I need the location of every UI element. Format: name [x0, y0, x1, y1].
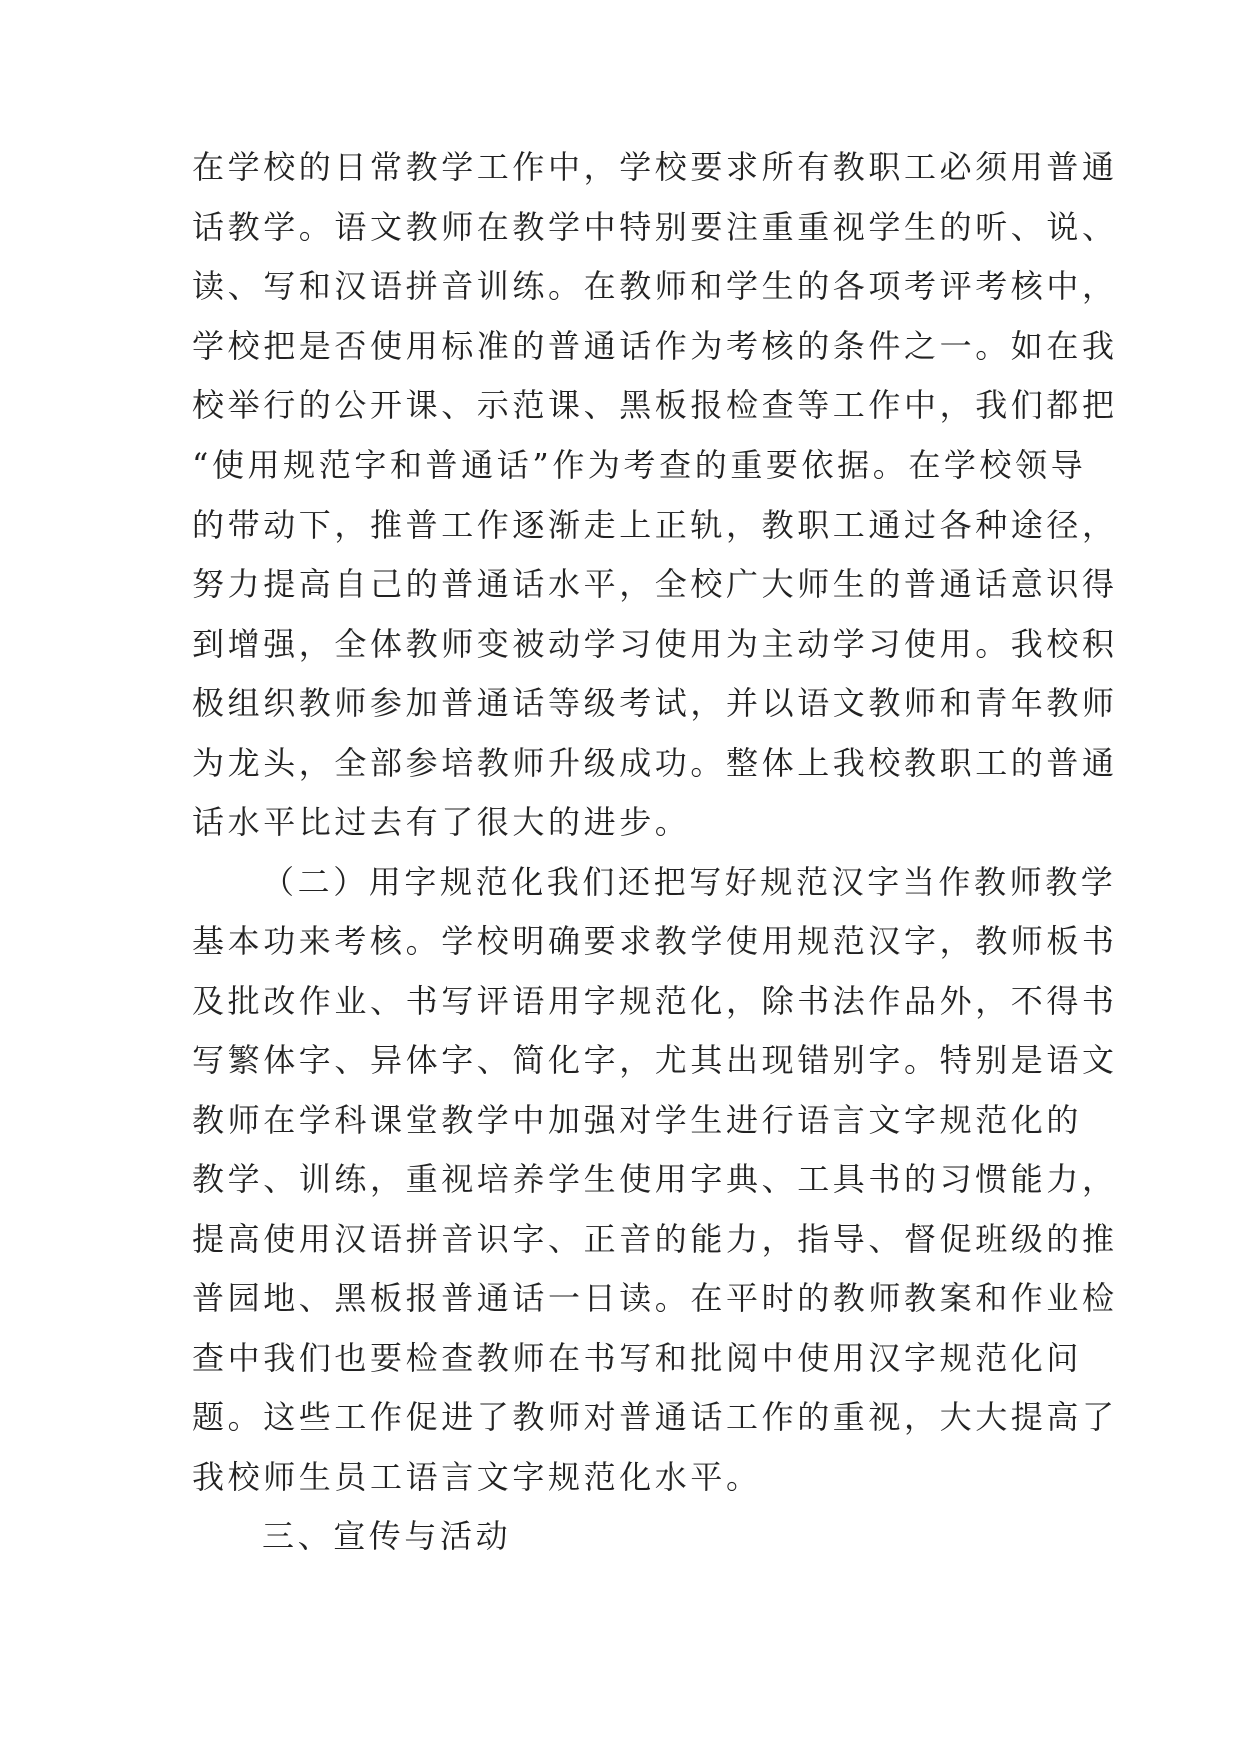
body-text-line: 基本功来考核。学校明确要求教学使用规范汉字，教师板书: [192, 922, 1118, 960]
body-text-line: 到增强，全体教师变被动学习使用为主动学习使用。我校积: [192, 625, 1118, 663]
body-text-line: 极组织教师参加普通话等级考试，并以语文教师和青年教师: [192, 684, 1118, 722]
body-text-line: 读、写和汉语拼音训练。在教师和学生的各项考评考核中，: [192, 267, 1118, 305]
body-text-line: 及批改作业、书写评语用字规范化，除书法作品外，不得书: [192, 982, 1118, 1020]
body-text-line: 话教学。语文教师在教学中特别要注重重视学生的听、说、: [192, 208, 1118, 246]
body-text-line: 查中我们也要检查教师在书写和批阅中使用汉字规范化问: [192, 1339, 1083, 1377]
body-text-line: 校举行的公开课、示范课、黑板报检查等工作中，我们都把: [192, 386, 1118, 424]
body-text-line: 努力提高自己的普通话水平，全校广大师生的普通话意识得: [192, 565, 1118, 603]
body-text-line: 我校师生员工语言文字规范化水平。: [192, 1458, 762, 1496]
body-text-line: 话水平比过去有了很大的进步。: [192, 803, 691, 841]
body-text-line: 写繁体字、异体字、简化字，尤其出现错别字。特别是语文: [192, 1041, 1118, 1079]
body-text-line: 题。这些工作促进了教师对普通话工作的重视，大大提高了: [192, 1398, 1118, 1436]
section-heading: 三、宣传与活动: [262, 1517, 512, 1555]
body-text-line: 在学校的日常教学工作中，学校要求所有教职工必须用普通: [192, 148, 1118, 186]
body-text-line: 提高使用汉语拼音识字、正音的能力，指导、督促班级的推: [192, 1220, 1118, 1258]
body-text-line: 教学、训练，重视培养学生使用字典、工具书的习惯能力，: [192, 1160, 1118, 1198]
paragraph-start-line: （二）用字规范化我们还把写好规范汉字当作教师教学: [262, 863, 1117, 901]
body-text-line: 为龙头，全部参培教师升级成功。整体上我校教职工的普通: [192, 744, 1118, 782]
body-text-line: 的带动下，推普工作逐渐走上正轨，教职工通过各种途径，: [192, 506, 1118, 544]
body-text-line: “使用规范字和普通话”作为考查的重要依据。在学校领导: [192, 446, 1087, 484]
body-text-line: 教师在学科课堂教学中加强对学生进行语言文字规范化的: [192, 1101, 1083, 1139]
body-text-line: 普园地、黑板报普通话一日读。在平时的教师教案和作业检: [192, 1279, 1118, 1317]
body-text-line: 学校把是否使用标准的普通话作为考核的条件之一。如在我: [192, 327, 1118, 365]
